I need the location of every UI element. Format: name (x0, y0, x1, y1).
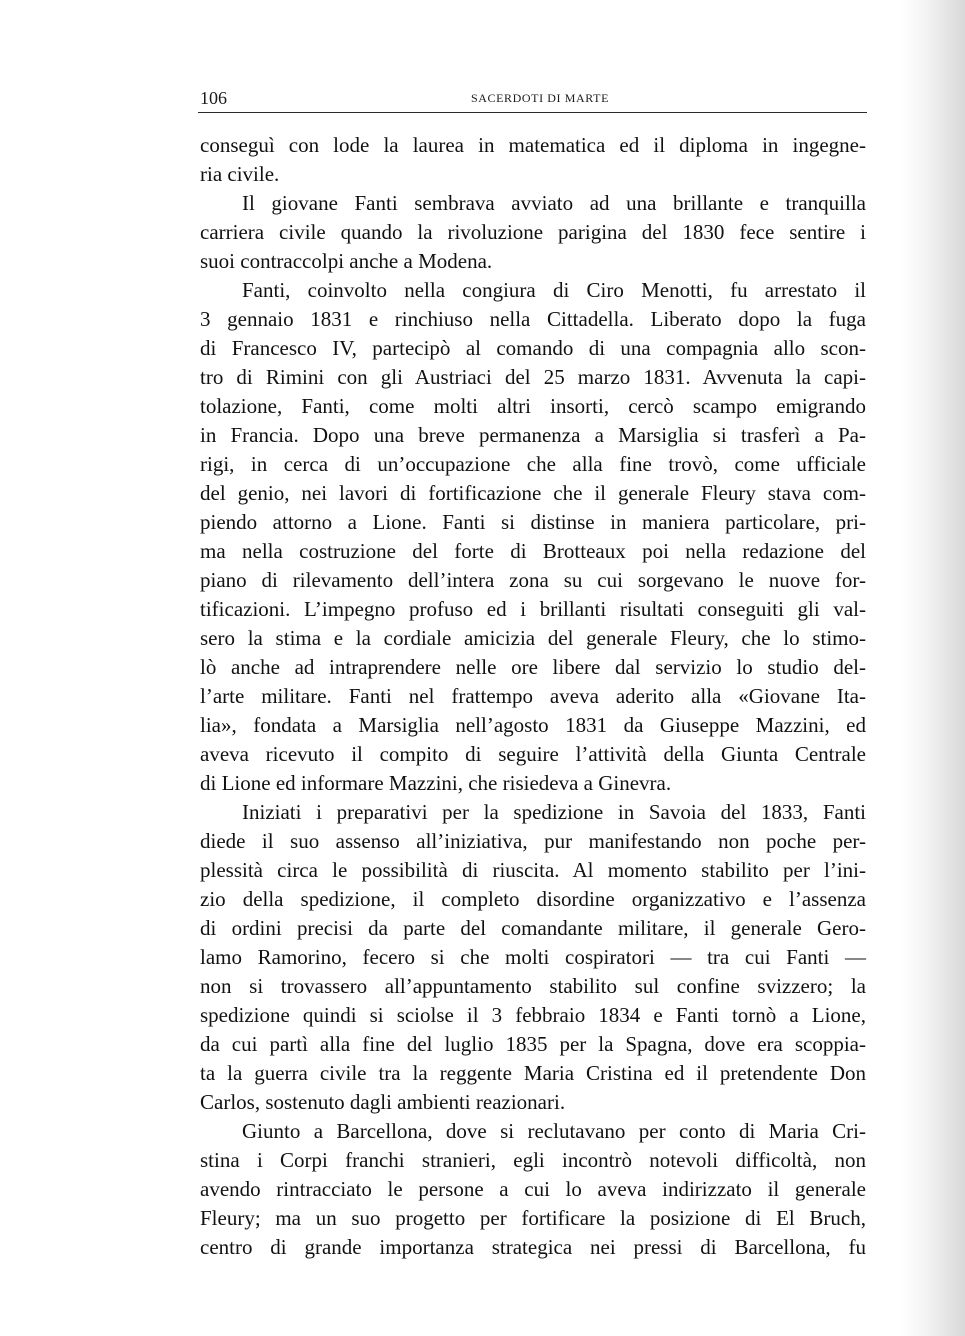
body-text (200, 131, 866, 1262)
text-line: Fanti, coinvolto nella congiura di Ciro Menotti, fu arrestato il (242, 278, 866, 302)
text-line: 3 gennaio 1831 e rinchiuso nella Cittadella. Liberato dopo la fuga (200, 307, 866, 331)
text-line: lamo Ramorino, fecero si che molti cospiratori — tra cui Fanti — (200, 945, 866, 969)
text-line: di Lione ed informare Mazzini, che risiedeva a Ginevra. (200, 771, 672, 795)
text-line: di ordini precisi da parte del comandante militare, il generale Gero- (200, 916, 866, 940)
text-line: carriera civile quando la rivoluzione parigina del 1830 fece sentire i (200, 220, 866, 244)
text-line: lò anche ad intraprendere nelle ore libere dal servizio lo studio del- (200, 655, 866, 679)
text-line: spedizione quindi si sciolse il 3 febbraio 1834 e Fanti tornò a Lione, (200, 1003, 866, 1027)
running-head: SACERDOTI DI MARTE (470, 91, 610, 105)
header-rule (198, 112, 867, 113)
text-line: avendo rintracciato le persone a cui lo aveva indirizzato il generale (200, 1177, 866, 1201)
text-line: piendo attorno a Lione. Fanti si distinse in maniera particolare, pri- (200, 510, 866, 534)
text-line: zio della spedizione, il completo disordine organizzativo e l’assenza (200, 887, 866, 911)
text-line: sero la stima e la cordiale amicizia del generale Fleury, che lo stimo- (200, 626, 866, 650)
text-line: Carlos, sostenuto dagli ambienti reazionari. (200, 1090, 566, 1114)
text-line: del genio, nei lavori di fortificazione che il generale Fleury stava com- (200, 481, 866, 505)
text-line: tificazioni. L’impegno profuso ed i brillanti risultati conseguiti gli val- (200, 597, 866, 621)
text-line: Iniziati i preparativi per la spedizione in Savoia del 1833, Fanti (242, 800, 866, 824)
text-line: ria civile. (200, 162, 280, 186)
text-line: tolazione, Fanti, come molti altri insorti, cercò scampo emigrando (200, 394, 866, 418)
text-line: l’arte militare. Fanti nel frattempo aveva aderito alla «Giovane Ita- (200, 684, 866, 708)
text-line: diede il suo assenso all’iniziativa, pur manifestando non poche per- (200, 829, 866, 853)
text-line: in Francia. Dopo una breve permanenza a Marsiglia si trasferì a Pa- (200, 423, 866, 447)
text-line: non si trovassero all’appuntamento stabilito sul confine svizzero; la (200, 974, 866, 998)
text-line: da cui partì alla fine del luglio 1835 per la Spagna, dove era scoppia- (200, 1032, 866, 1056)
text-line: stina i Corpi franchi stranieri, egli incontrò notevoli difficoltà, non (200, 1148, 866, 1172)
text-line: piano di rilevamento dell’intera zona su cui sorgevano le nuove for- (200, 568, 866, 592)
text-line: suoi contraccolpi anche a Modena. (200, 249, 493, 273)
page-header (200, 86, 866, 110)
text-line: ma nella costruzione del forte di Brotteaux poi nella redazione del (200, 539, 866, 563)
text-line: Fleury; ma un suo progetto per fortificare la posizione di El Bruch, (200, 1206, 866, 1230)
text-line: rigi, in cerca di un’occupazione che alla fine trovò, come ufficiale (200, 452, 866, 476)
text-line: lia», fondata a Marsiglia nell’agosto 1831 da Giuseppe Mazzini, ed (200, 713, 866, 737)
text-line: aveva ricevuto il compito di seguire l’attività della Giunta Centrale (200, 742, 866, 766)
text-line: centro di grande importanza strategica nei pressi di Barcellona, fu (200, 1235, 866, 1259)
text-line: di Francesco IV, partecipò al comando di una compagnia allo scon- (200, 336, 866, 360)
text-line: ta la guerra civile tra la reggente Maria Cristina ed il pretendente Don (200, 1061, 866, 1085)
page-number: 106 (200, 88, 227, 108)
text-line: Il giovane Fanti sembrava avviato ad una brillante e tranquilla (242, 191, 866, 215)
text-line: plessità circa le possibilità di riuscita. Al momento stabilito per l’ini- (200, 858, 866, 882)
text-line: tro di Rimini con gli Austriaci del 25 marzo 1831. Avvenuta la capi- (200, 365, 866, 389)
text-line: Giunto a Barcellona, dove si reclutavano per conto di Maria Cri- (242, 1119, 866, 1143)
text-line: conseguì con lode la laurea in matematica ed il diploma in ingegne- (200, 133, 866, 157)
